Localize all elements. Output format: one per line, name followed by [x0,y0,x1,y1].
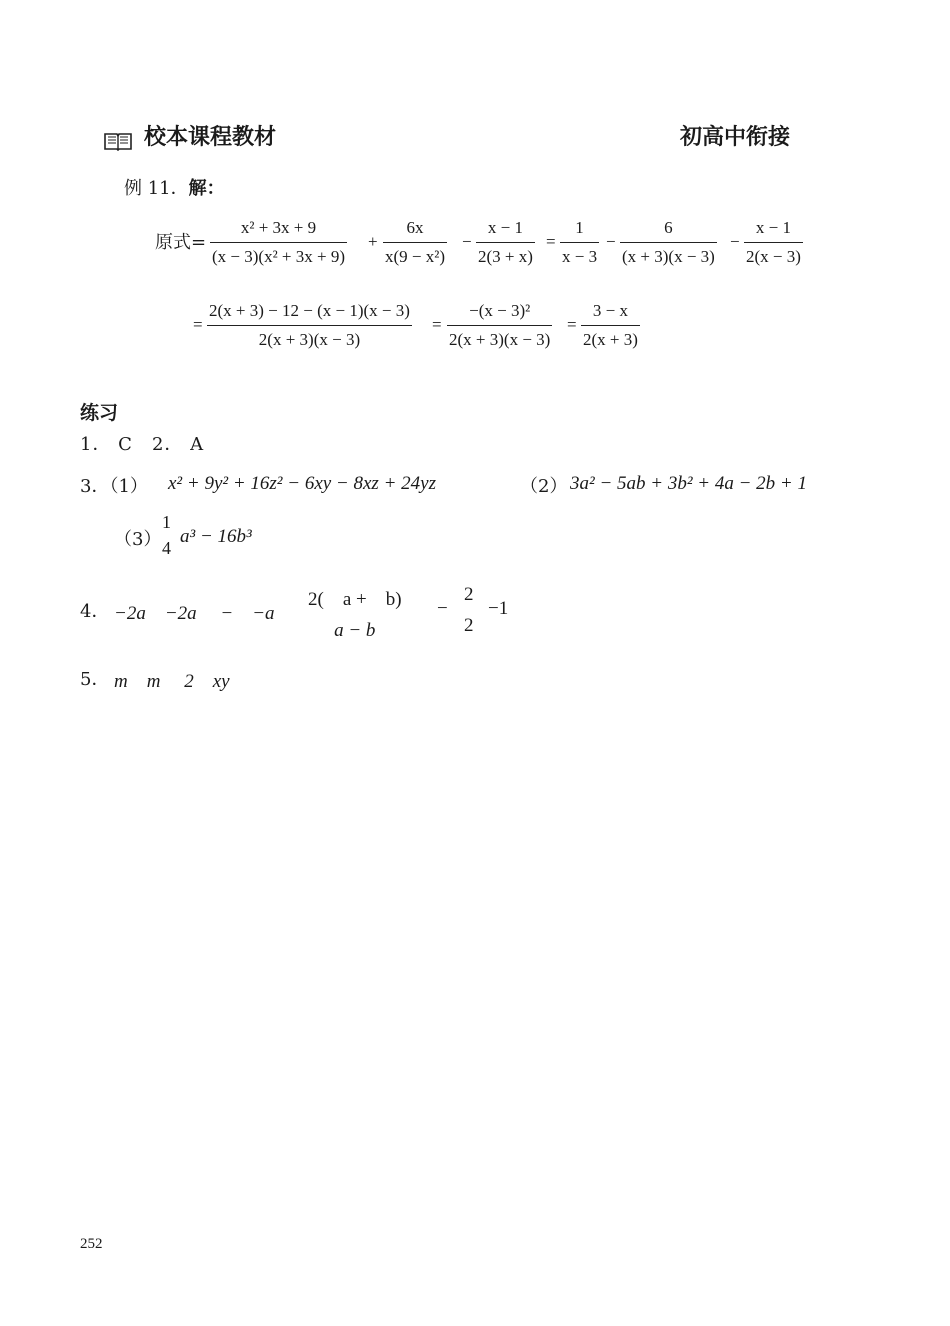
op-equals-4: = [567,315,577,334]
practice-q3-part3-label: （3） [114,529,162,550]
fraction-6-numerator: x − 1 [755,218,791,237]
header-left-title: 校本课程教材 [144,125,277,150]
fraction-7-denominator: 2(x + 3)(x − 3) [207,325,412,350]
practice-q5-label: 5． [80,669,110,690]
practice-q4-tail: −1 [488,598,509,619]
practice-q5-text: m m 2 xy [114,671,230,692]
practice-q1-q2: 1． C 2． A [80,434,205,455]
practice-q3-part3-numerator: 1 [162,512,171,532]
practice-q4-fraction-2-numerator: 2 [464,584,474,605]
fraction-9-denominator: 2(x + 3) [581,325,640,350]
fraction-2 [383,218,447,267]
practice-q4-text: −2a −2a − −a [114,603,275,624]
fraction-9 [581,301,640,350]
op-equals-3: = [432,315,442,334]
fraction-4-numerator: 1 [575,218,584,237]
op-equals-1: = [546,232,556,251]
fraction-5 [620,218,717,267]
fraction-2-denominator: x(9 − x²) [383,242,447,267]
practice-q4-numerator: 2( a + b) [308,589,402,610]
op-equals-2: = [193,315,203,334]
practice-q4-minus: − [437,598,448,619]
example-number: 例 11． [124,178,189,199]
op-minus-1: − [462,232,472,251]
fraction-1-numerator: x² + 3x + 9 [240,218,317,237]
fraction-3-numerator: x − 1 [487,218,523,237]
fraction-4-denominator: x − 3 [560,242,599,267]
fraction-8-numerator: −(x − 3)² [469,301,531,320]
fraction-4 [560,218,599,267]
page-number: 252 [80,1236,103,1252]
fraction-5-denominator: (x + 3)(x − 3) [620,242,717,267]
op-minus-3: − [730,232,740,251]
fraction-3 [476,218,535,267]
practice-q3-part1: x² + 9y² + 16z² − 6xy − 8xz + 24yz [168,473,436,494]
fraction-1 [210,218,347,267]
fraction-7-numerator: 2(x + 3) − 12 − (x − 1)(x − 3) [209,301,410,320]
fraction-3-denominator: 2(3 + x) [476,242,535,267]
line1-prefix: 原式= [155,232,207,253]
practice-q3-part2-label: （2） [520,476,568,497]
fraction-2-numerator: 6x [406,218,424,237]
practice-q3-part3-fraction [160,512,173,559]
example-label [124,174,225,200]
practice-q4-fraction-2 [462,584,476,637]
practice-q3-part3-denominator: 4 [160,535,173,559]
practice-q3-part2: 3a² − 5ab + 3b² + 4a − 2b + 1 [570,473,807,494]
book-icon [104,131,132,151]
solve-label: 解： [188,178,225,199]
practice-q4-label: 4． [80,601,110,622]
op-plus: + [368,232,378,251]
fraction-9-numerator: 3 − x [592,301,628,320]
fraction-6-denominator: 2(x − 3) [744,242,803,267]
fraction-7 [207,301,412,350]
fraction-5-numerator: 6 [664,218,673,237]
fraction-8-denominator: 2(x + 3)(x − 3) [447,325,552,350]
practice-q3-label: 3．（1） [80,476,148,497]
practice-q4-fraction-2-denominator: 2 [462,610,476,637]
practice-title: 练习 [80,402,119,424]
practice-q4-denominator: a − b [306,615,404,642]
fraction-6 [744,218,803,267]
fraction-8 [447,301,552,350]
practice-q3-part3-rest: a³ − 16b³ [180,526,252,547]
practice-q4-fraction [306,584,404,642]
fraction-1-denominator: (x − 3)(x² + 3x + 9) [210,242,347,267]
op-minus-2: − [606,232,616,251]
header-right-title: 初高中衔接 [680,125,791,150]
